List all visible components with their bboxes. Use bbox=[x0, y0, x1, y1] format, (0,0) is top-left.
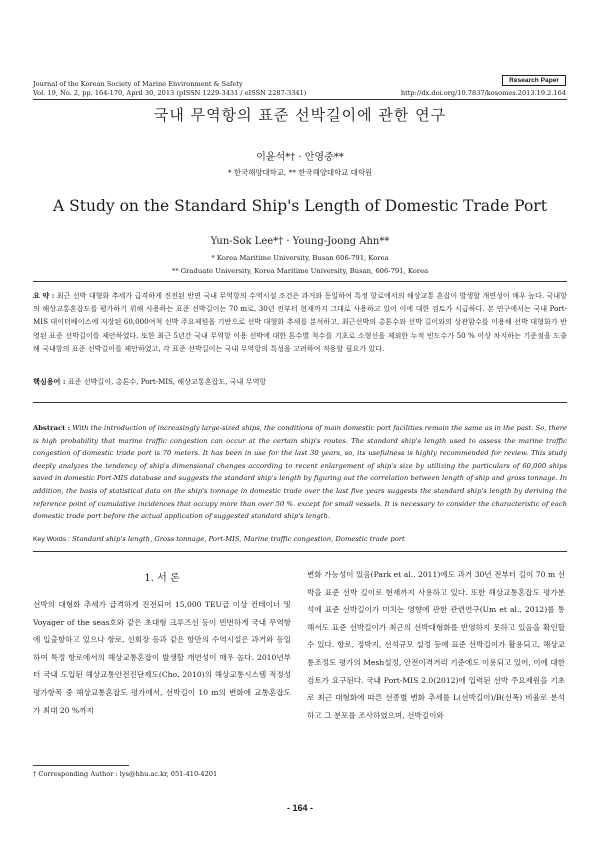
abstract-korean bbox=[33, 289, 567, 355]
keywords-english-label: Key Words : bbox=[33, 536, 70, 543]
abstract-english bbox=[33, 422, 567, 523]
body-column-right: 변화 가능성이 있음(Park et al., 2011)에도 과거 30년 전부터 길이 70 m 선박을 표준 선박 길이로 현재까지 사용하고 있다. 또한 해상교통혼잡도 평가분석에 표준 선박길이가 미치는 영향에 관한 관련연구(Um et al., 2012)를 통해서도 표준 선박길이가 최근의 선박대형화를 반영하지 못하고 있음을 확인할 수 있다. 항로, 정박지, 선석규모 설정 등에 표준 선박길이가 활용되고, 해상교통조정도 평가의 Mesh설정, 안전이격거리 기준에도 이용되고 있어, 이에 대한 검토가 요구된다. 국내 Port-MIS 2.0(2012)에 입력된 선박 주요제원을 기초로 최근 대형화에 따른 선종별 변화 추세를 L(선박길이)/B(선폭) 비율로 분석하고 그 분포를 조사하였으며, 선박길이와 bbox=[307, 570, 565, 720]
doi-link[interactable]: http://dx.doi.org/10.7837/kosomes.2013.19.2.164 bbox=[400, 89, 566, 97]
journal-volume: Vol. 19, No. 2, pp. 164-170, April 30, 2013 (pISSN 1229-3431 / eISSN 2287-3341) bbox=[33, 89, 307, 97]
affiliation-english-2: ** Graduate University, Korea Maritime University, Busan, 606-791, Korea bbox=[171, 267, 429, 275]
abstract-english-text: With the introduction of increasingly large-sized ships, the conditions of main domestic port facilities remain the same as in the past. So, there is high probability that marine traffic congestion can occur at the certain ship's routes. The standard ship's length used to assess the marine traffic congestion of domestic trade port is 70 meters. It has been in use for the last 30 years, so, its usefulness is highly recommended for review. This study deeply analyzes the tendency of ship's dimensional changes according to recent enlargement of ship's size by utilizing the particulars of 60,000 ships saved in domestic Port-MIS database and suggests the standard ship's length by figuring out the correlation between length of ship and gross tonnage. In addition, the basis of statistical data on the ship's tonnage in domestic trade over the last five years suggests the standard ship's length by deriving the reference point of cumulative incidences that occupy more than over 50 %. except for small vessels. It is necessary to consider the characteristic of each domestic trade port before the actual application of suggested standard ship's length. bbox=[33, 424, 567, 521]
keywords-english-text: Standard ship's length, Gross tonnage, Port-MIS, Marine traffic congestion, Domestic trade port bbox=[72, 535, 405, 543]
abstract-mid-rule bbox=[33, 402, 567, 403]
abstract-korean-text: 최근 선박 대형화 추세가 급격하게 진전된 반면 국내 무역항의 수역시설 조건은 과거와 동일하여 특정 항로에서의 해상교통 혼잡이 발생할 개연성이 매우 높다. 국내항의 해상교통혼잡도를 평가하기 위해 사용하는 표준 선박길이는 70 m로, 30년 전부터 현재까지 그대로 사용하고 있어 이에 대한 검토가 시급하다. 본 연구에서는 국내 Port-MIS 데이터베이스에 저장된 60,000여척 선박 주요제원을 기반으로 선박 대형화 추세를 분석하고, 최근선박의 총톤수와 선박 길이와의 상관함수를 이용해 선박 대형화가 반영된 표준 선박길이를 제안하였다. 또한 최근 5년간 국내 무역항 이용 선박에 대한 톤수별 척수를 기초로 소형선을 제외한 누적 빈도수가 50 % 이상 차지하는 기준점을 도출해 국내항의 표준 선박길이를 제안하였고, 각 표준 선박길이는 국내 무역항의 특성을 고려하여 적용할 필요가 있다. bbox=[33, 291, 567, 353]
title-english: A Study on the Standard Ship's Length of Domestic Trade Port bbox=[53, 197, 547, 215]
abstract-korean-label: 요 약 : bbox=[33, 291, 55, 300]
keywords-korean bbox=[33, 375, 567, 388]
abstract-bottom-rule bbox=[33, 551, 567, 552]
abstract-english-label: Abstract : bbox=[33, 424, 71, 432]
page-number: - 164 - bbox=[286, 803, 313, 813]
corresponding-author-footnote: † Corresponding Author : lys@hhu.ac.kr, 051-410-4201 bbox=[33, 770, 218, 778]
affiliation-korean: * 한국해양대학교, ** 한국해양대학교 대학원 bbox=[227, 168, 373, 177]
authors-korean: 이윤석*† · 안영중** bbox=[256, 152, 344, 163]
affiliation-english-1: * Korea Maritime University, Busan 606-791, Korea bbox=[211, 254, 389, 262]
keywords-korean-label: 핵심용어 : bbox=[33, 377, 66, 386]
footnote-rule bbox=[33, 765, 129, 766]
keywords-korean-text: 표준 선박길이, 총톤수, Port-MIS, 해상교통혼잡도, 국내 무역항 bbox=[67, 377, 267, 386]
body-column-left: 선박의 대형화 추세가 급격하게 진전되어 15,000 TEU급 이상 컨테이너 및 Voyager of the seas호와 같은 초대형 크루즈선 등이 빈번하게 국내 무역항에 입출항하고 있으나 항로, 선회장 등과 같은 항만의 수역시설은 과거와 동일하여 특정 항로에서의 해상교통혼잡이 발생할 개연성이 매우 높다. 2010년부터 국내 도입된 해상교통안전진단제도(Cho, 2010)의 해상교통시스템 적정성 평가항목 중 해상교통혼잡도 평가에서, 선박길이 10 m의 변화에 교통혼잡도가 최대 20 %까지 bbox=[33, 600, 291, 715]
authors-english: Yun-Sok Lee*† · Young-Joong Ahn** bbox=[210, 236, 390, 247]
title-korean: 국내 무역항의 표준 선박길이에 관한 연구 bbox=[153, 106, 447, 124]
journal-name: Journal of the Korean Society of Marine Environment & Safety bbox=[33, 80, 243, 88]
section-heading-introduction: 1. 서 론 bbox=[144, 573, 180, 584]
journal-citation bbox=[33, 80, 306, 98]
article-type-badge: Research Paper bbox=[502, 75, 566, 86]
abstract-top-rule bbox=[33, 281, 567, 282]
keywords-english bbox=[33, 533, 567, 546]
header-rule bbox=[33, 99, 567, 100]
